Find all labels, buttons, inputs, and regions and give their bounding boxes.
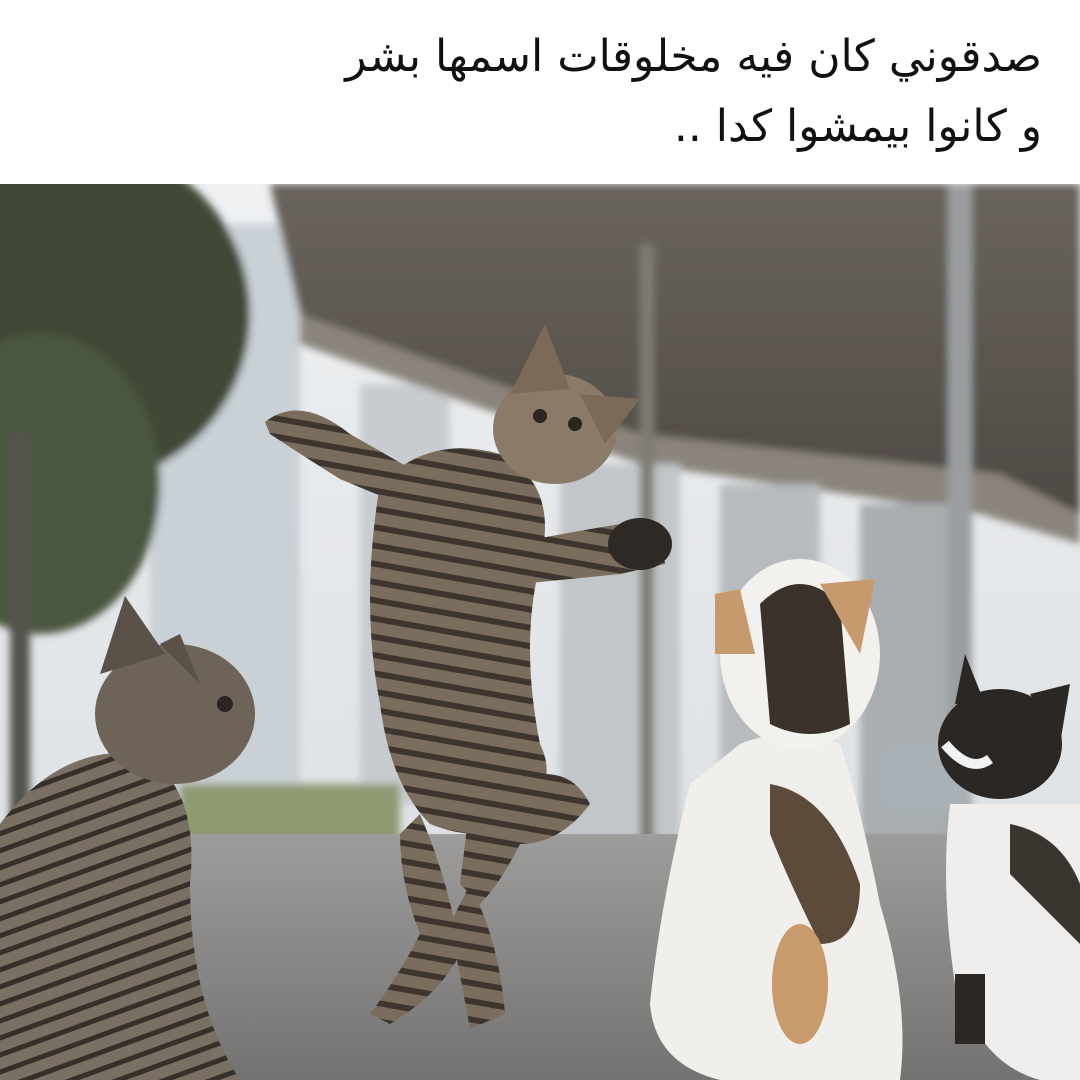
right-bw-cat bbox=[938, 654, 1080, 1080]
caption-line-1: صدقوني كان فيه مخلوقات اسمها بشر bbox=[345, 31, 1042, 82]
cats-photo-illustration bbox=[0, 184, 1080, 1080]
photo bbox=[0, 184, 1080, 1080]
caption bbox=[0, 0, 1080, 184]
caption-line-2: و كانوا بيمشوا كدا .. bbox=[673, 101, 1042, 152]
